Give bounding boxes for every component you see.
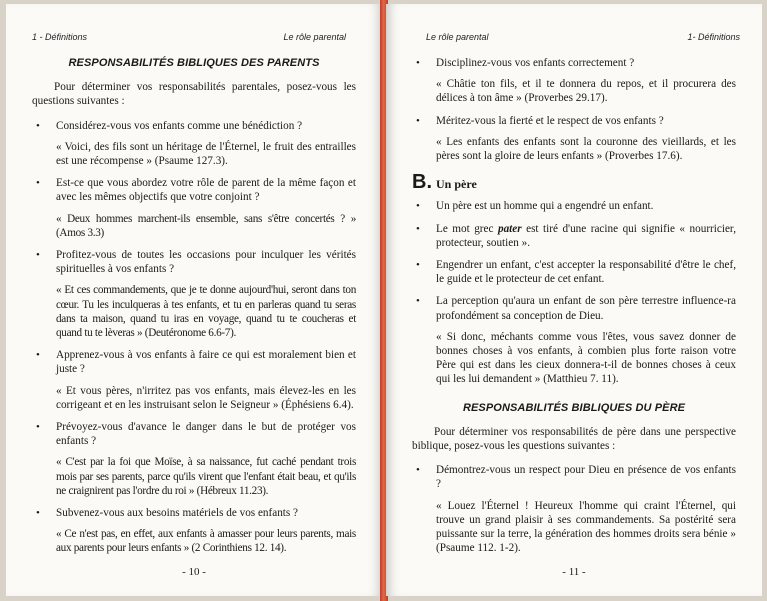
bullet-icon: • <box>416 114 420 127</box>
statement-prefix: Le mot grec <box>436 222 498 235</box>
list-item <box>412 294 736 386</box>
list-item <box>412 222 736 250</box>
statement: Un père est un homme qui a engendré un enfant. <box>436 200 654 213</box>
list-item <box>32 506 356 556</box>
list-item <box>32 176 356 240</box>
scripture-quote: « Et vous pères, n'irritez pas vos enfants, mais élevez-les en les corrigeant et en les instruisant selon le Seigneur » (Éphésiens 6.4). <box>56 384 356 411</box>
running-header-right: 1- Définitions <box>687 32 740 42</box>
greek-word: pater <box>497 222 522 235</box>
list-item <box>32 348 356 412</box>
scripture-quote: « Voici, des fils sont un héritage de l'Éternel, le fruit des entrailles est une récompense » (Psaume 127.3). <box>56 140 356 168</box>
question: Méritez-vous la fierté et le respect de vos enfants ? <box>436 114 664 127</box>
right-page-body <box>412 56 736 563</box>
statement <box>436 222 736 250</box>
running-header-left: Le rôle parental <box>426 32 489 42</box>
bullet-icon: • <box>36 177 40 190</box>
bullet-icon: • <box>416 259 420 272</box>
scripture-quote: « Les enfants des enfants sont la couronne des vieillards, et les pères sont la gloire de leurs enfants » (Proverbes 17.6). <box>436 135 736 163</box>
bullet-icon: • <box>36 421 40 434</box>
right-page <box>386 4 762 596</box>
intro-paragraph: Pour déterminer vos responsabilités parentales, posez-vous les questions suivantes : <box>32 81 356 108</box>
scripture-quote: « Si donc, méchants comme vous l'êtes, vous savez donner de bonnes choses à vos enfants, à combien plus forte raison votre Père qui est dans les cieux donnera-t-il de bonnes choses à ceux qui les lui demandent » (Matthieu 7. 11). <box>436 330 736 386</box>
bullet-icon: • <box>36 349 40 362</box>
bullet-icon: • <box>36 249 40 262</box>
bullet-icon: • <box>416 464 420 477</box>
question: Apprenez-vous à vos enfants à faire ce qui est moralement bien et juste ? <box>56 349 356 376</box>
page-number: - 10 - <box>182 566 206 578</box>
list-item <box>32 248 356 340</box>
question: Démontrez-vous un respect pour Dieu en présence de vos enfants ? <box>436 464 736 491</box>
running-header-right: Le rôle parental <box>283 32 346 42</box>
question: Disciplinez-vous vos enfants correctement ? <box>436 57 635 69</box>
bullet-icon: • <box>416 200 420 213</box>
statement: Engendrer un enfant, c'est accepter la responsabilité d'être le chef, le guide et le protecteur de cet enfant. <box>436 259 736 286</box>
list-item <box>412 258 736 286</box>
question: Prévoyez-vous d'avance le danger dans le but de protéger vos enfants ? <box>56 421 356 448</box>
scripture-quote: « Châtie ton fils, et il te donnera du repos, et il procurera des délices à ton âme » (Proverbes 29.17). <box>436 78 736 105</box>
scripture-quote: « Louez l'Éternel ! Heureux l'homme qui craint l'Éternel, qui trouve un grand plaisir à ses commandements. Sa postérité sera puissante sur la terre, la génération des hommes droits sera bénie » (Psaume 112. 1-2). <box>436 499 736 555</box>
bullet-icon: • <box>416 222 420 235</box>
page-number: - 11 - <box>562 566 586 578</box>
subsection-title: Un père <box>436 177 477 192</box>
question: Considérez-vous vos enfants comme une bénédiction ? <box>56 119 303 132</box>
section-title: RESPONSABILITÉS BIBLIQUES DES PARENTS <box>68 57 320 69</box>
question: Profitez-vous de toutes les occasions pour inculquer les vérités spirituelles à vos enfants ? <box>56 249 356 276</box>
scripture-quote: « Ce n'est pas, en effet, aux enfants à amasser pour leurs parents, mais aux parents pour leurs enfants » (2 Corinthiens 12. 14). <box>56 528 356 555</box>
left-page <box>6 4 382 596</box>
list-item <box>412 199 736 213</box>
section-title: RESPONSABILITÉS BIBLIQUES DU PÈRE <box>462 401 686 414</box>
subsection-heading <box>412 171 736 194</box>
bullet-icon: • <box>36 119 40 132</box>
question: Subvenez-vous aux besoins matériels de vos enfants ? <box>56 507 299 520</box>
intro-paragraph: Pour déterminer vos responsabilités de père dans une perspective biblique, posez-vous les questions suivantes : <box>412 425 736 453</box>
list-item <box>32 119 356 169</box>
list-item <box>412 463 736 555</box>
statement: La perception qu'aura un enfant de son père terrestre influence-ra profondément sa conception de Dieu. <box>436 295 736 322</box>
list-item <box>412 56 736 106</box>
subsection-letter: B. <box>412 171 432 194</box>
bullet-icon: • <box>416 57 420 69</box>
question: Est-ce que vous abordez votre rôle de parent de la même façon et avec les mêmes objectifs que votre conjoint ? <box>56 177 356 204</box>
bullet-icon: • <box>36 507 40 520</box>
list-item <box>32 420 356 498</box>
scripture-quote: « Deux hommes marchent-ils ensemble, sans s'être concertés ? » (Amos 3.3) <box>56 212 356 239</box>
left-page-body <box>32 56 356 564</box>
bullet-icon: • <box>416 295 420 308</box>
statement-suffix: est tiré d'une racine qui signifie « nourricier, protecteur, soutien ». <box>436 222 736 249</box>
scripture-quote: « Et ces commandements, que je te donne aujourd'hui, seront dans ton cœur. Tu les inculqueras à tes enfants, et tu en parleras quand tu seras dans ta maison, quand tu iras en voyage, quand tu te coucheras et quand tu te lèveras » (Deutéronome 6.6-7). <box>56 284 356 340</box>
list-item <box>412 114 736 164</box>
scripture-quote: « C'est par la foi que Moïse, à sa naissance, fut caché pendant trois mois par ses parents, parce qu'ils virent que l'enfant était beau, et qu'ils ne craignirent pas l'ordre du roi » (Hébreux 11.23). <box>56 456 356 497</box>
running-header-left: 1 - Définitions <box>32 32 88 42</box>
